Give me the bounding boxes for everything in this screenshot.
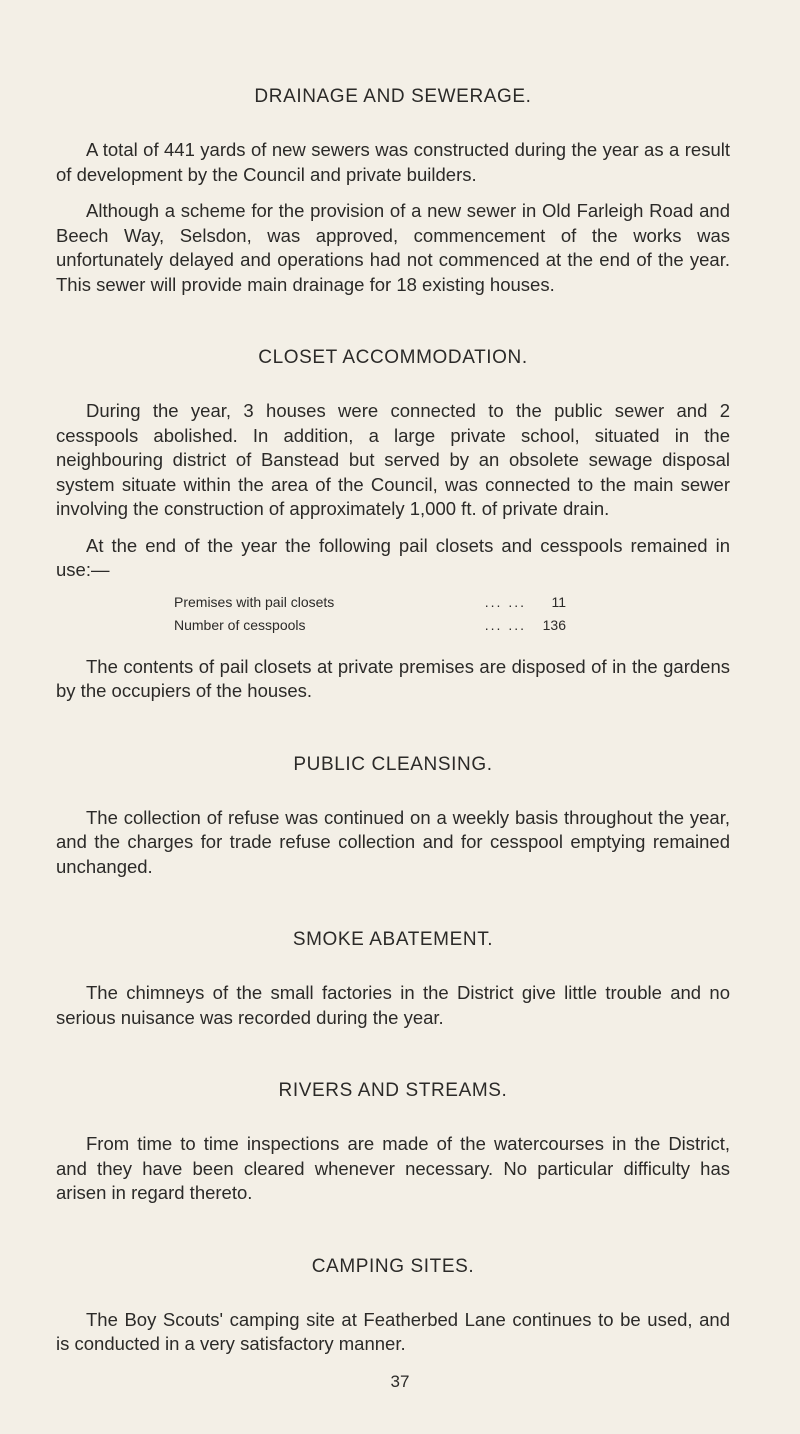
table-row <box>174 614 566 637</box>
paragraph-pail-closet-contents: The contents of pail closets at private premises are disposed of in the gardens by the occupiers of the houses. <box>56 655 730 701</box>
paragraph-houses-connected: During the year, 3 houses were connected to the public sewer and 2 cesspools abolished. In addition, a large private school, situated in the neighbouring district of Banstead but served by an obsolete sewage disposal system situate within the area of the Council, was connected to the main sewer involving the construction of approximately 1,000 ft. of private drain. <box>56 400 730 519</box>
heading-smoke-abatement: SMOKE ABATEMENT. <box>292 929 494 950</box>
table-row <box>174 591 566 614</box>
heading-drainage-and-sewerage: DRAINAGE AND SEWERAGE. <box>254 86 532 107</box>
paragraph-new-sewers: A total of 441 yards of new sewers was constructed during the year as a result of development by the Council and private builders. <box>56 139 730 185</box>
table-row-value: 136 <box>542 616 566 633</box>
table-row-label: Number of cesspools <box>174 616 306 633</box>
heading-closet-accommodation: CLOSET ACCOMMODATION. <box>258 347 528 368</box>
leader-dots: ... ... <box>484 593 526 610</box>
closets-table <box>174 591 566 637</box>
table-row-label: Premises with pail closets <box>174 593 335 610</box>
leader-dots: ... ... <box>484 616 526 633</box>
heading-camping-sites: CAMPING SITES. <box>311 1255 475 1277</box>
document-page <box>56 86 730 1357</box>
paragraph-refuse-collection: The collection of refuse was continued on a weekly basis throughout the year, and the charges for trade refuse collection and for cesspool emptying remained unchanged. <box>56 806 730 877</box>
paragraph-chimneys: The chimneys of the small factories in the District give little trouble and no serious nuisance was recorded during the year. <box>56 982 730 1028</box>
paragraph-remaining-in-use: At the end of the year the following pail closets and cesspools remained in use:— <box>56 534 730 580</box>
paragraph-old-farleigh-scheme: Although a scheme for the provision of a new sewer in Old Farleigh Road and Beech Way, Selsdon, was approved, commencement of the works was unfortunately delayed and operations had not commenced at the end of the year. This sewer will provide main drainage for 18 existing houses. <box>56 200 730 295</box>
heading-rivers-and-streams: RIVERS AND STREAMS. <box>278 1080 508 1101</box>
table-row-value: 11 <box>551 593 566 610</box>
paragraph-watercourses: From time to time inspections are made of the watercourses in the District, and they have been cleared whenever necessary. No particular difficulty has arisen in regard thereto. <box>56 1133 730 1203</box>
page-number: 37 <box>390 1372 410 1391</box>
paragraph-boy-scouts-site: The Boy Scouts' camping site at Featherbed Lane continues to be used, and is conducted in a very satisfactory manner. <box>56 1308 730 1354</box>
heading-public-cleansing: PUBLIC CLEANSING. <box>293 753 493 775</box>
